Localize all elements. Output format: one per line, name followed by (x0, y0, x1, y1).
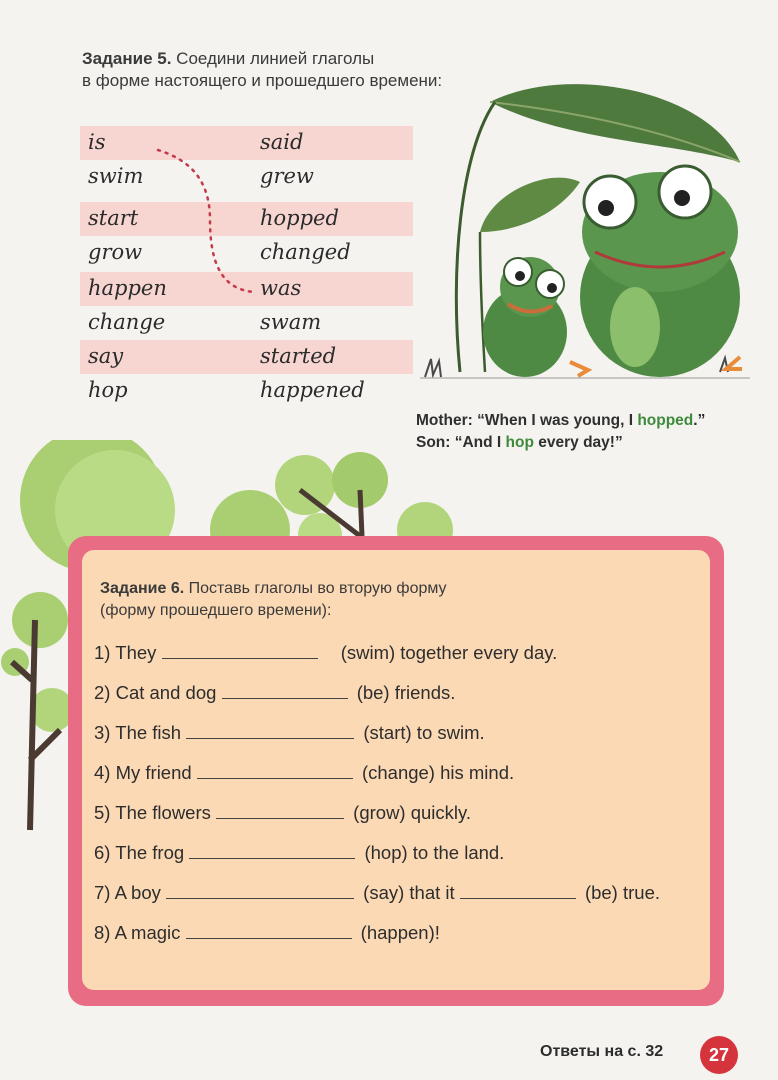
exercise-item (94, 682, 455, 704)
exercise-item (94, 762, 514, 784)
answer-blank[interactable] (186, 922, 352, 939)
verb-past[interactable]: happened (260, 378, 365, 402)
page-number-badge: 27 (700, 1036, 738, 1074)
answer-blank[interactable] (222, 682, 348, 699)
task6-label: Задание 6. (100, 580, 185, 597)
answers-reference: Ответы на с. 32 (540, 1043, 664, 1060)
task5-label: Задание 5. (82, 49, 172, 68)
answer-blank[interactable] (216, 802, 344, 819)
item-after: (grow) quickly. (353, 802, 472, 823)
son-quote-verb: hop (505, 434, 534, 451)
answer-blank[interactable] (166, 882, 354, 899)
exercise-item (94, 882, 660, 904)
exercise-item (94, 802, 471, 824)
item-number: 7) (94, 882, 111, 903)
verb-present[interactable]: grow (88, 240, 143, 264)
mother-quote-suffix: .” (693, 412, 706, 429)
exercise-item (94, 642, 557, 664)
exercise-item (94, 842, 504, 864)
example-dotted-line (150, 140, 260, 300)
verb-past[interactable]: said (260, 130, 304, 154)
item-before: The fish (115, 722, 182, 743)
item-middle: (say) that it (363, 882, 455, 903)
item-number: 1) (94, 642, 111, 663)
verb-row (80, 340, 413, 374)
item-before: My friend (115, 762, 192, 783)
task6-card (68, 536, 724, 1006)
item-before: Cat and dog (115, 682, 217, 703)
item-after: (be) friends. (356, 682, 456, 703)
item-number: 6) (94, 842, 111, 863)
verb-present[interactable]: swim (88, 164, 144, 188)
item-number: 5) (94, 802, 111, 823)
task6-text-line1: Поставь глаголы во вторую форму (188, 580, 447, 597)
item-after: (be) true. (584, 882, 660, 903)
task5-heading (82, 48, 442, 92)
answer-blank[interactable] (460, 882, 576, 899)
item-after: (happen)! (360, 922, 440, 943)
verb-row (80, 306, 413, 340)
task5-text-line1: Соедини линией глаголы (176, 49, 375, 68)
task6-text-line2: (форму прошедшего времени): (100, 602, 332, 619)
answer-blank[interactable] (186, 722, 354, 739)
item-number: 3) (94, 722, 111, 743)
verb-past[interactable]: changed (260, 240, 351, 264)
verb-past[interactable]: started (260, 344, 337, 368)
verb-present[interactable]: say (88, 344, 124, 368)
item-before: A magic (114, 922, 181, 943)
item-before: They (115, 642, 157, 663)
item-before: A boy (114, 882, 161, 903)
task6-heading (100, 578, 447, 622)
item-number: 8) (94, 922, 111, 943)
item-number: 4) (94, 762, 111, 783)
verb-past[interactable]: was (260, 276, 302, 300)
item-after: (change) his mind. (361, 762, 515, 783)
answer-blank[interactable] (189, 842, 355, 859)
item-after: (start) to swim. (363, 722, 485, 743)
son-quote-suffix: every day!” (533, 434, 623, 451)
mother-quote-prefix: Mother: “When I was young, I (416, 412, 638, 429)
mother-quote-verb: hopped (637, 412, 694, 429)
verb-present[interactable]: is (88, 130, 106, 154)
exercise-item (94, 922, 440, 944)
answer-blank[interactable] (162, 642, 318, 659)
frogs-leaf-illustration (420, 72, 750, 392)
verb-present[interactable]: change (88, 310, 166, 334)
task5-text-line2: в форме настоящего и прошедшего времени: (82, 71, 443, 90)
mother-quote (416, 410, 705, 432)
verb-present[interactable]: start (88, 206, 139, 230)
verb-past[interactable]: grew (260, 164, 314, 188)
item-number: 2) (94, 682, 111, 703)
verb-row (80, 374, 413, 408)
son-quote-prefix: Son: “And I (416, 434, 506, 451)
verb-present[interactable]: hop (88, 378, 128, 402)
answer-blank[interactable] (197, 762, 353, 779)
verb-present[interactable]: happen (88, 276, 167, 300)
item-after: (hop) to the land. (364, 842, 505, 863)
item-before: The flowers (115, 802, 211, 823)
item-before: The frog (115, 842, 185, 863)
task6-panel (82, 550, 710, 990)
verb-past[interactable]: hopped (260, 206, 339, 230)
exercise-item (94, 722, 485, 744)
item-after: (swim) together every day. (340, 642, 558, 663)
verb-past[interactable]: swam (260, 310, 322, 334)
